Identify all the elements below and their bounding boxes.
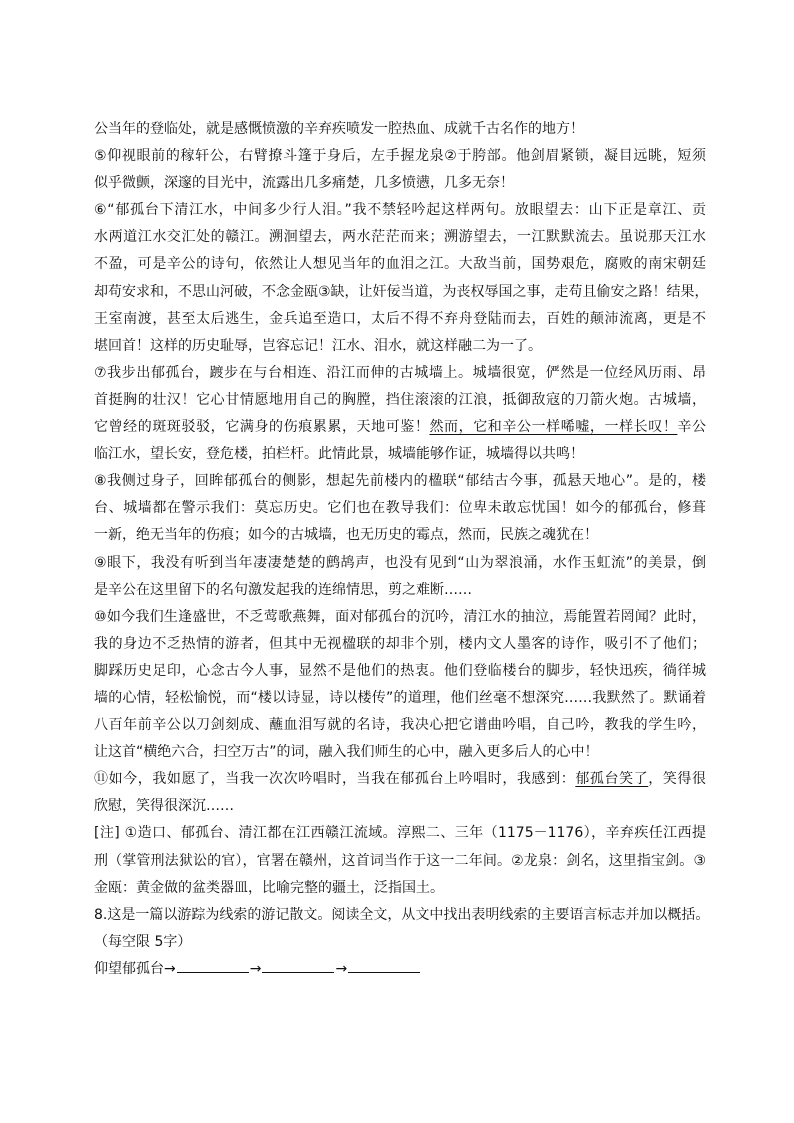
text-run: 它曾经的斑斑驳驳，它满身的伤痕累累，天地可鉴！: [94, 419, 430, 436]
text-run: （每空限 5字）: [94, 933, 192, 950]
text-line: [94, 441, 706, 468]
text-run: 墙的心情，轻松愉悦，而“楼以诗显，诗以楼传”的道理，他们丝毫不想深究……我默然了。默诵着: [94, 689, 706, 706]
text-run: 辛公: [677, 419, 707, 436]
text-line: [94, 604, 706, 631]
text-run: [注] ①造口、郁孤台、清江都在江西赣江流域。淳熙二、三年（1175－1176），辛弃疾任江西提: [94, 825, 706, 842]
text-run: 堪回首！这样的历史耻辱，岂容忘记！江水、泪水，就这样融二为一了。: [94, 337, 542, 354]
text-line: [94, 902, 710, 929]
text-line: [94, 333, 706, 360]
text-run: 公当年的登临处，就是感慨愤激的辛弃疾喷发一腔热血、成就千古名作的地方！: [94, 121, 584, 137]
text-run: 不盈，可是辛公的诗句，依然让人想见当年的血泪之江。大敌当前，国势艰危，腐败的南宋朝廷: [94, 256, 706, 273]
text-line: [94, 468, 706, 495]
text-line: [94, 170, 706, 197]
text-line: [94, 116, 706, 143]
text-line: [94, 685, 706, 712]
text-run: 我的身边不乏热情的游者，但其中无视楹联的却非个别，楼内文人墨客的诗作，吸引不了他们；: [94, 635, 706, 652]
text-run: ⑪如今，我如愿了，当我一次次吟唱时，当我在郁孤台上吟唱时，我感到：: [94, 771, 576, 788]
text-line: [94, 929, 706, 956]
text-line: [94, 360, 706, 387]
answer-blank[interactable]: [262, 958, 334, 973]
text-run: ⑦我步出郁孤台，踱步在与台相连、沿江而伸的古城墙上。城墙很宽，俨然是一位经风历雨、昂: [94, 364, 706, 381]
text-run: 金瓯：黄金做的盆类器皿，比喻完整的疆土，泛指国土。: [94, 879, 444, 896]
text-line: [94, 712, 706, 739]
text-line: [94, 522, 706, 549]
text-line: [94, 848, 706, 875]
arrow: →: [249, 960, 262, 977]
text-run: 欣慰，笑得很深沉……: [94, 798, 234, 815]
text-run: ⑩如今我们生逢盛世，不乏莺歌燕舞，面对郁孤台的沉吟，清江水的抽泣，焉能置若罔闻？此时，: [94, 608, 706, 625]
text-line: [94, 197, 706, 224]
text-run: 水两道江水交汇处的赣江。溯洄望去，两水茫茫而来；溯游望去，一江默默流去。虽说那天江水: [94, 229, 706, 246]
text-line: [94, 387, 706, 414]
text-line: [94, 766, 706, 793]
text-run: 让这首“横绝六合，扫空万古”的词，融入我们师生的心中，融入更多后人的心中！: [94, 744, 599, 761]
text-line: [94, 658, 706, 685]
text-run: 8.这是一篇以游踪为线索的游记散文。阅读全文，从文中找出表明线索的主要语言标志并加以概括。: [94, 906, 710, 923]
text-run: 脚踩历史足印，心念古今人事，显然不是他们的热衷。他们登临楼台的脚步，轻快迅疾，徜徉城: [94, 662, 706, 679]
underlined-text: 然而，它和辛公一样唏嘘，一样长叹！: [429, 419, 678, 436]
text-line: [94, 875, 706, 902]
text-run: 却苟安求和，不思山河破，不念金瓯③缺，让奸佞当道，为丧权辱国之事，走苟且偷安之路！结果，: [94, 283, 709, 300]
text-line: [94, 793, 706, 820]
text-line: [94, 143, 706, 170]
text-run: ⑤仰视眼前的稼轩公，右臂撩斗篷于身后，左手握龙泉②于胯部。他剑眉紧锁，凝目远眺，短须: [94, 148, 706, 165]
arrow: →: [164, 960, 176, 977]
text-line: [94, 550, 706, 577]
arrow: →: [335, 960, 348, 977]
text-run: 一新，绝无当年的伤痕；如今的古城墙，也无历史的霉点，然而，民族之魂犹在！: [94, 527, 598, 544]
text-run: ⑨眼下，我没有听到当年凄凄楚楚的鹧鸪声，也没有见到“山为翠浪涌，水作玉虹流”的美景，倒: [94, 554, 706, 571]
text-line: [94, 224, 706, 251]
text-line: [94, 279, 709, 306]
text-run: 临江水，望长安，登危楼，拍栏杆。此情此景，城墙能够作证，城墙得以共鸣！: [94, 446, 584, 463]
text-run: ⑥“郁孤台下清江水，中间多少行人泪。”我不禁轻吟起这样两句。放眼望去：山下正是章江、贡: [94, 202, 706, 219]
text-line: [94, 739, 706, 766]
text-run: ，笑得很: [648, 771, 707, 788]
document-body: [94, 116, 710, 983]
text-run: 首挺胸的壮汉！它心甘情愿地用自己的胸膛，挡住滚滚的江浪，抵御敌寇的刀箭火炮。古城墙，: [94, 391, 706, 408]
answer-line: [94, 956, 706, 983]
text-line: [94, 820, 706, 847]
text-line: [94, 414, 706, 441]
text-run: 刑（掌管刑法狱讼的官），官署在赣州，这首词当作于这一二年间。②龙泉：剑名，这里指宝剑。③: [94, 852, 706, 869]
text-run: 王室南渡，甚至太后逃生，金兵追至造口，太后不得不弃舟登陆而去，百姓的颠沛流离，更是不: [94, 310, 706, 327]
text-line: [94, 495, 706, 522]
text-line: [94, 306, 706, 333]
underlined-text: 郁孤台笑了: [575, 771, 649, 788]
answer-blank[interactable]: [348, 958, 420, 973]
text-run: 是辛公在这里留下的名句激发起我的连绵情思，剪之难断……: [94, 581, 472, 598]
text-line: [94, 577, 706, 604]
text-line: [94, 251, 706, 278]
answer-prefix: 仰望郁孤台: [94, 960, 164, 977]
text-run: 台、城墙都在警示我们：莫忘历史。它们也在教导我们：位卑未敢忘忧国！如今的郁孤台，修葺: [94, 500, 706, 517]
text-run: ⑧我侧过身子，回眸郁孤台的侧影，想起先前楼内的楹联“郁结古今事，孤悬天地心”。是的，楼: [94, 473, 706, 490]
answer-blank[interactable]: [177, 958, 249, 973]
text-run: 似乎微颤，深邃的目光中，流露出几多痛楚，几多愤懑，几多无奈！: [94, 175, 514, 192]
text-line: [94, 631, 706, 658]
text-run: 八百年前辛公以刀剑刻成、蘸血泪写就的名诗，我决心把它谱曲吟唱，自己吟，教我的学生吟，: [94, 717, 706, 734]
